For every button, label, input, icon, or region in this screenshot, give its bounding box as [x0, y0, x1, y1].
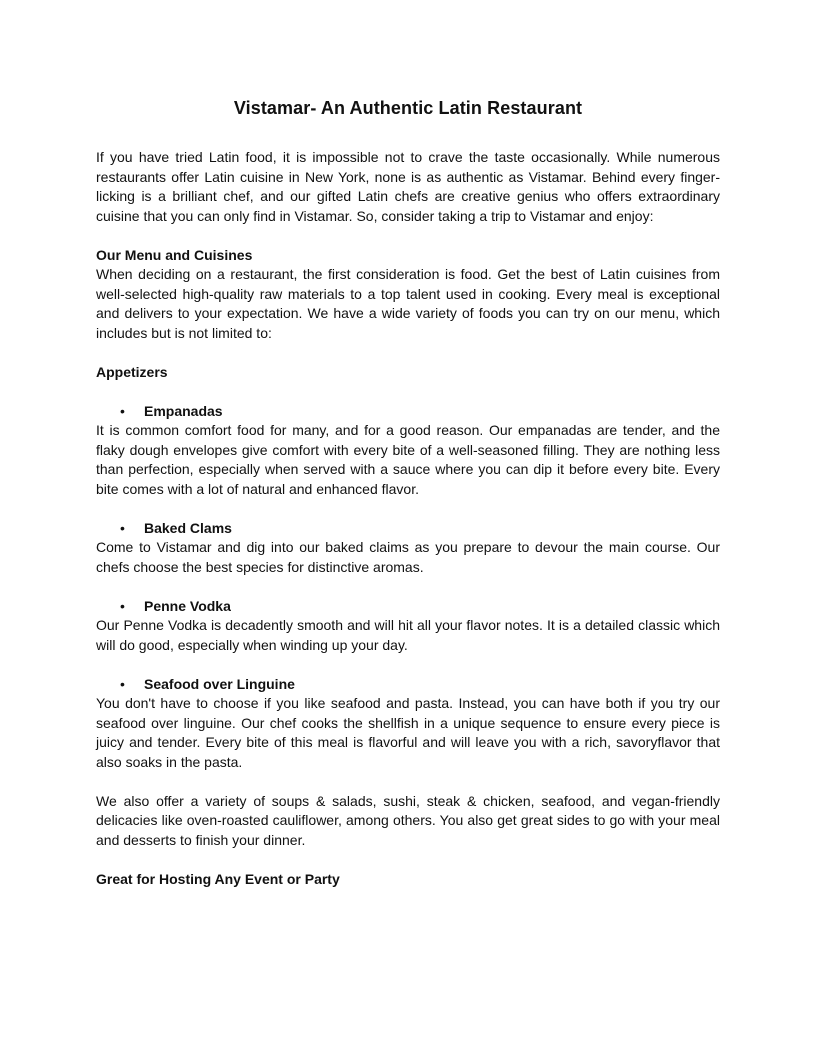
list-item	[96, 675, 720, 773]
item-name: Baked Clams	[144, 519, 232, 536]
list-item	[96, 519, 720, 578]
bullet-icon: •	[120, 519, 125, 536]
event-heading: Great for Hosting Any Event or Party	[96, 870, 340, 887]
appetizers-heading: Appetizers	[96, 363, 168, 380]
item-description: You don't have to choose if you like seafood and pasta. Instead, you can have both if you try our seafood over linguine. Our chef cooks the shellfish in a unique sequence to ensure every piece is juicy and tender. Every bite of this meal is flavorful and will leave you with a rich, savoryflavor that also soaks in the pasta.	[96, 695, 720, 770]
menu-heading: Our Menu and Cuisines	[96, 246, 253, 263]
item-name: Empanadas	[144, 402, 223, 419]
item-description: Our Penne Vodka is decadently smooth and will hit all your flavor notes. It is a detailed classic which will do good, especially when winding up your day.	[96, 617, 720, 653]
menu-paragraph: When deciding on a restaurant, the first consideration is food. Get the best of Latin cuisines from well-selected high-quality raw materials to a top talent used in cooking. Every meal is exceptional and delivers to your expectation. We have a wide variety of foods you can try on our menu, which includes but is not limited to:	[96, 266, 720, 341]
bullet-icon: •	[120, 597, 125, 614]
item-name: Penne Vodka	[144, 597, 231, 614]
closing-paragraph: We also offer a variety of soups & salads, sushi, steak & chicken, seafood, and vegan-friendly delicacies like oven-roasted cauliflower, among others. You also get great sides to go with your meal and desserts to finish your dinner.	[96, 792, 720, 848]
list-item	[96, 597, 720, 656]
intro-paragraph: If you have tried Latin food, it is impossible not to crave the taste occasionally. While numerous restaurants offer Latin cuisine in New York, none is as authentic as Vistamar. Behind every finger-licking is a brilliant chef, and our gifted Latin chefs are creative genius who offers extraordinary cuisine that you can only find in Vistamar. So, consider taking a trip to Vistamar and enjoy:	[96, 149, 720, 224]
list-item	[96, 402, 720, 500]
bullet-icon: •	[120, 675, 125, 692]
item-description: Come to Vistamar and dig into our baked claims as you prepare to devour the main course. Our chefs choose the best species for distinctive aromas.	[96, 539, 720, 575]
bullet-icon: •	[120, 402, 125, 419]
document-page	[96, 96, 720, 889]
item-name: Seafood over Linguine	[144, 675, 295, 692]
item-description: It is common comfort food for many, and for a good reason. Our empanadas are tender, and the flaky dough envelopes give comfort with every bite of a well-seasoned filling. They are nothing less than perfection, especially when served with a sauce where you can dip it before every bite. Every bite comes with a lot of natural and enhanced flavor.	[96, 422, 720, 497]
document-title: Vistamar- An Authentic Latin Restaurant	[233, 98, 583, 118]
